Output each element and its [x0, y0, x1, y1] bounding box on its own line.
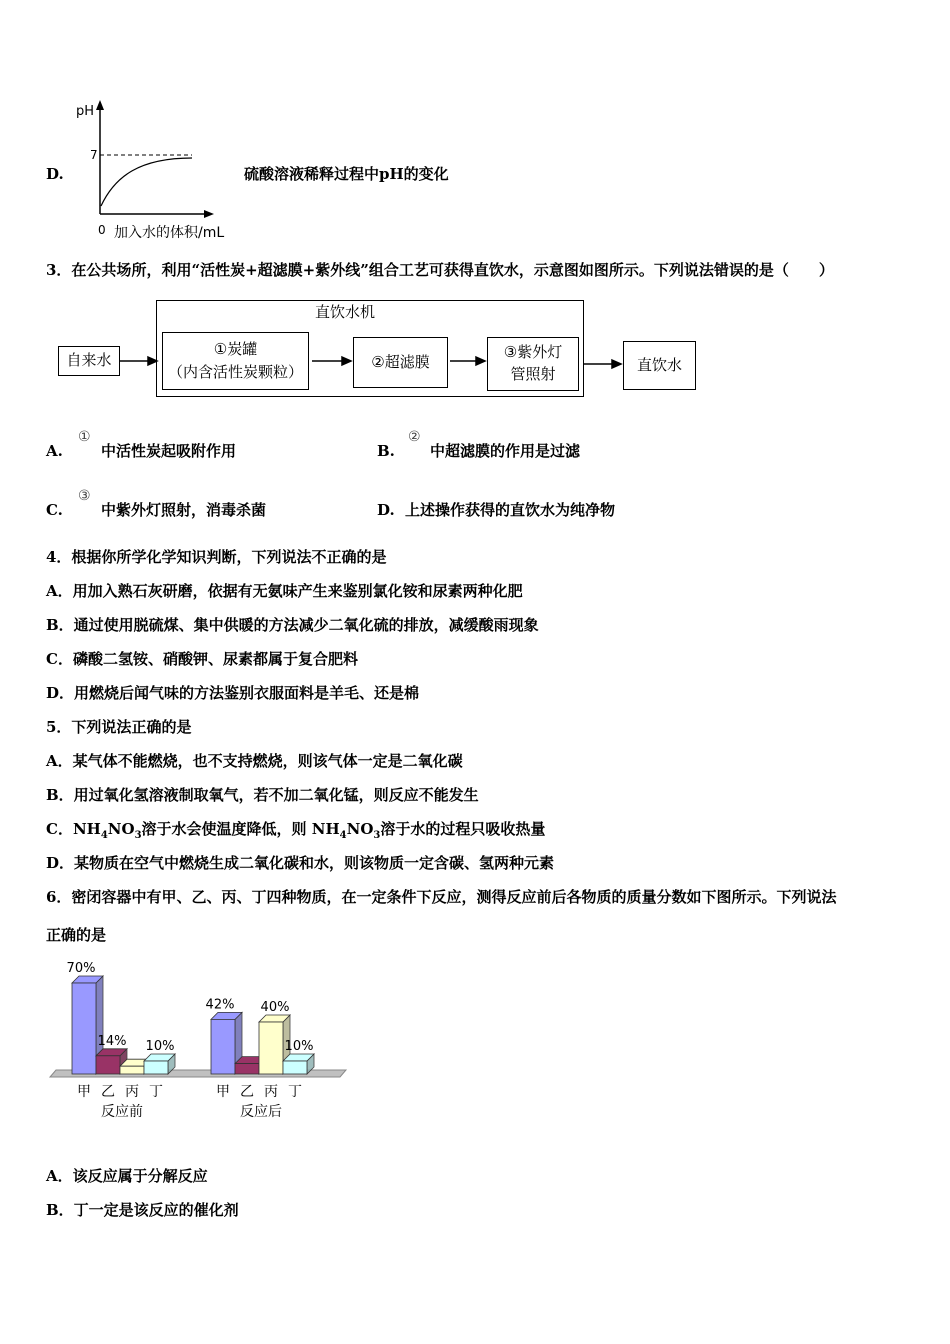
q3-option-b-text: 中超滤膜的作用是过滤 [430, 442, 581, 460]
q6-option-b: B．丁一定是该反应的催化剂 [46, 1201, 239, 1219]
input-box: 自来水 [58, 346, 120, 376]
output-box: 直饮水 [623, 341, 696, 390]
bar-label-反应后-甲: 42% [205, 997, 235, 1013]
q3-option-b-mark: ② [408, 429, 421, 445]
step1-title: ①炭罐 [213, 340, 258, 358]
q6-option-a: A．该反应属于分解反应 [46, 1167, 208, 1185]
ph-xlabel: 加入水的体积/mL [114, 225, 225, 241]
category-label-反应前-乙: 乙 [101, 1084, 115, 1100]
bar-反应前-丙 [120, 1066, 144, 1074]
q4-stem: 4．根据你所学化学知识判断，下列说法不正确的是 [46, 548, 387, 566]
mass-fraction-chart [40, 950, 360, 1130]
q5-option-c: C．$NH_4NO_3$溶于水会使温度降低，则 $NH_4NO_3$溶于水的过程只吸收热量 [46, 820, 546, 841]
category-label-反应后-甲: 甲 [216, 1084, 230, 1100]
bar-label-反应前-丁: 10% [145, 1039, 175, 1054]
bar-反应前-丁 [144, 1061, 168, 1074]
category-label-反应前-丁: 丁 [149, 1084, 163, 1100]
bar-反应后-丁 [283, 1061, 307, 1074]
q3-option-a-label: A. [46, 442, 63, 460]
q3-option-c-mark: ③ [78, 488, 91, 504]
bar-label-反应前-甲: 70% [66, 961, 96, 976]
q3-option-b-label: B. [377, 442, 395, 460]
q2d-caption: 硫酸溶液稀释过程中pH的变化 [244, 165, 449, 183]
step1-note: （内含活性炭颗粒） [167, 363, 303, 381]
q3-option-c-label: C. [46, 501, 63, 519]
bar-反应后-乙 [235, 1064, 259, 1074]
ph-seven-label: 7 [90, 148, 98, 162]
bar-反应前-乙 [96, 1056, 120, 1074]
q4-option-a: A．用加入熟石灰研磨，依据有无氨味产生来鉴别氯化铵和尿素两种化肥 [46, 582, 523, 600]
category-label-反应前-甲: 甲 [77, 1084, 91, 1100]
bar-label-反应后-丁: 10% [284, 1039, 314, 1054]
ph-ylabel: pH [76, 104, 95, 119]
category-label-反应后-丁: 丁 [288, 1084, 302, 1100]
q4-option-b: B．通过使用脱硫煤、集中供暖的方法减少二氧化硫的排放，减缓酸雨现象 [46, 616, 539, 634]
bar-label-反应后-丙: 40% [260, 1000, 290, 1015]
q5-option-a: A．某气体不能燃烧，也不支持燃烧，则该气体一定是二氧化碳 [46, 752, 463, 770]
group-label-反应前: 反应前 [101, 1104, 143, 1120]
q6-stem-line2: 正确的是 [46, 926, 107, 944]
step3-note: 管照射 [510, 365, 556, 383]
q3-stem: 3．在公共场所，利用“活性炭+超滤膜+紫外线”组合工艺可获得直饮水，示意图如图所示。下列说法错误的是（ ） [46, 261, 834, 279]
step2-box: ②超滤膜 [353, 337, 448, 388]
bar-反应前-甲 [72, 983, 96, 1074]
category-label-反应后-丙: 丙 [264, 1084, 278, 1100]
category-label-反应前-丙: 丙 [125, 1084, 139, 1100]
q4-option-d: D．用燃烧后闻气味的方法鉴别衣服面料是羊毛、还是棉 [46, 684, 420, 702]
ph-origin-label: 0 [98, 223, 106, 237]
q5-option-d: D．某物质在空气中燃烧生成二氧化碳和水，则该物质一定含碳、氢两种元素 [46, 854, 555, 872]
q4-option-c: C．磷酸二氢铵、硝酸钾、尿素都属于复合肥料 [46, 650, 358, 668]
bar-label-反应前-乙: 14% [97, 1033, 127, 1049]
q3-option-d-label: D. [377, 501, 395, 519]
q3-option-d-text: 上述操作获得的直饮水为纯净物 [405, 501, 616, 519]
machine-title: 直饮水机 [314, 303, 375, 321]
q3-option-a-text: 中活性炭起吸附作用 [101, 442, 237, 460]
bar-反应后-丙 [259, 1022, 283, 1074]
q5-stem: 5．下列说法正确的是 [46, 718, 192, 736]
category-label-反应后-乙: 乙 [240, 1084, 254, 1100]
option-label: D. [46, 165, 64, 183]
q5-option-b: B．用过氧化氢溶液制取氧气，若不加二氧化锰，则反应不能发生 [46, 786, 479, 804]
q3-option-c-text: 中紫外灯照射，消毒杀菌 [101, 501, 267, 519]
flow-arrows [0, 0, 950, 420]
q3-option-a-mark: ① [78, 429, 91, 445]
q6-stem-line1: 6．密闭容器中有甲、乙、丙、丁四种物质，在一定条件下反应，测得反应前后各物质的质量分数如下图所示。下列说法 [46, 888, 837, 906]
group-label-反应后: 反应后 [240, 1104, 282, 1120]
step3-title: ③紫外灯 [503, 343, 563, 361]
bar-反应后-甲 [211, 1019, 235, 1074]
